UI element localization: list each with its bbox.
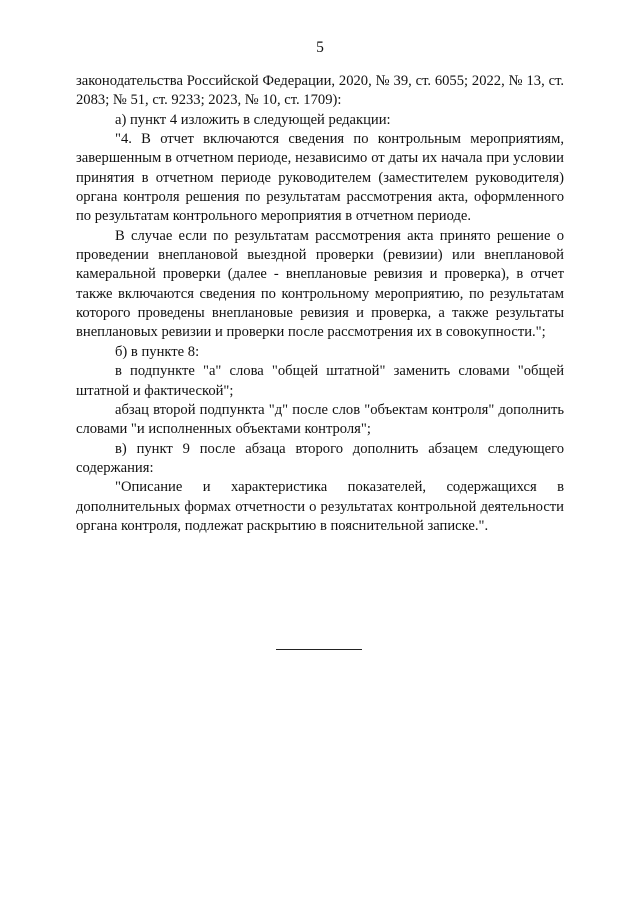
document-body	[76, 72, 564, 536]
paragraph-clause-4-text: "4. В отчет включаются сведения по контрольным мероприятиям, завершенным в отчетном периоде, независимо от даты их начала при условии принятия в отчетном периоде руководителем (заместителем руководителя) органа контроля решения по результатам рассмотрения акта, оформленного по результатам контрольного мероприятия в отчетном периоде.	[76, 131, 564, 225]
page-number: 5	[316, 39, 324, 56]
paragraph-item-b: б) в пункте 8:	[115, 343, 200, 360]
paragraph-legislation-reference: законодательства Российской Федерации, 2020, № 39, ст. 6055; 2022, № 13, ст. 2083; № 51, ст. 9233; 2023, № 10, ст. 1709):	[76, 73, 564, 109]
paragraph-item-a: а) пункт 4 изложить в следующей редакции:	[115, 111, 391, 128]
paragraph-subitem-a-change: в подпункте "а" слова "общей штатной" заменить словами "общей штатной и фактической";	[76, 363, 564, 399]
paragraph-subitem-d-change: абзац второй подпункта "д" после слов "объектам контроля" дополнить словами "и исполненных объектами контроля";	[76, 401, 564, 438]
paragraph-unscheduled-audit: В случае если по результатам рассмотрения акта принято решение о проведении внеплановой выездной проверки (ревизии) или внеплановой камеральной проверки (далее - внеплановые ревизия и проверка), в отчет также включаются сведения по контрольному мероприятию, по результатам которого проведены внеплановые ревизия и проверка, а также результаты внеплановых ревизии и проверки после рассмотрения их в совокупности.";	[76, 227, 564, 341]
end-separator-line	[276, 649, 362, 650]
paragraph-new-text: "Описание и характеристика показателей, содержащихся в дополнительных формах отчетности о результатах контрольной деятельности органа контроля, подлежат раскрытию в пояснительной записке.".	[76, 479, 564, 534]
paragraph-item-v: в) пункт 9 после абзаца второго дополнить абзацем следующего содержания:	[76, 440, 564, 476]
